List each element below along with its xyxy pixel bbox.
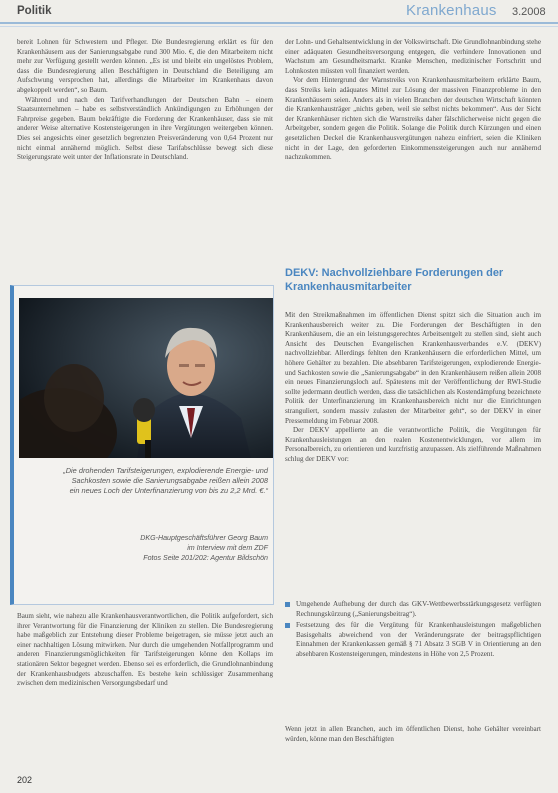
header-rule (0, 22, 558, 24)
credit-line: im Interview mit dem ZDF (187, 544, 268, 552)
header-rule-thin (0, 26, 558, 27)
paragraph: bereit Lohnen für Schwestern und Pfleger. Die Bundesregierung erklärt es für den Krankenhäusern aus der Sanierungsabgabe rund 300 Mio. €, die den Mitarbeitern nicht mehr zur Verfügung gestellt werden können. „Es ist und bleibt ein ungelöstes Problem, dass die Bundesregierung allen Beschäftigten in Deutschland die Beteiligung am Aufschwung versprochen hat, allerdings die Mitarbeiter im Krankenhaus davon abgekoppelt werden“, so Baum. (17, 38, 273, 94)
paragraph: Während und nach den Tarifverhandlungen der Deutschen Bahn – einem Staatsunternehmen – habe es selbstverständlich Ankündigungen zu Erhöhungen der Fahrpreise gegeben. Baum bekräftigte die Forderung der Krankenhäuser, dass sie mit anderer Weise alternative Kostensteigerungen in ihre Vergütungen weitergeben können. Dies sei angesichts einer gesetzlich begrenzten Preisveränderung von 0,64 Prozent nur nicht einmal annähernd möglich. Selbst diese Tarifabschlüsse bewegt sich diese Steigerungsrate weit unter der Inflationsrate in Deutschland. (17, 95, 273, 162)
bullet-list (285, 600, 541, 662)
photo-box (10, 285, 274, 605)
square-bullet-icon (285, 623, 290, 628)
credit-line: DKG-Hauptgeschäftsführer Georg Baum (140, 534, 268, 542)
paragraph: Baum sieht, wie nahezu alle Krankenhausverantwortlichen, die Politik aufgefordert, sich ihrer Verantwortung für die Finanzierung der Kliniken zu stellen. Die Bundesregierung habe maßgeblich zur Entstehung dieser Probleme beigetragen, sie müsse jetzt auch an einer nachhaltigen Lösung mitwirken. Nur durch die umgehenden Notfallprogramm und anderen Finanzierungsmöglichkeiten für Tarifsteigerungen könne den Kollaps im stationären Sektor begegnet werden. Ebenso sei es erforderlich, die Grundlohnanbindung der Krankenhausbudgets abzuschaffen. Es bestehe kein schlüssiger Zusammenhang zwischen dem medizinischen Versorgungsbedarf und (17, 612, 273, 688)
list-item (285, 600, 541, 619)
list-item (285, 621, 541, 659)
section-label: Politik (17, 5, 52, 17)
right-column-mid (285, 311, 541, 589)
credit-line: Fotos Seite 201/202: Agentur Bildschön (143, 554, 268, 562)
paragraph: Vor dem Hintergrund der Warnstreiks von Krankenhausmitarbeitern erklärte Baum, dass Streiks kein adäquates Mittel zur Lösung der massiven Finanzprobleme in den Krankenhäusern seien. Anders als in vielen Branchen der deutschen Wirtschaft könnten die Krankenhausträger „nichts geben, weil sie selbst nichts bekommen“. Aus der Sicht der Krankenhäuser richten sich die Warnstreiks daher fälschlicherweise nicht gegen die Arbeitgeber, sondern gegen die Politik. Solange die Politik durch Kürzungen und einen gesetzlichen Deckel die Krankenhausvergütungen nahezu einfriert, seien die Kliniken nicht in der Lage, den geforderten Einkommenssteigerungen auch nur annähernd nachzukommen. (285, 76, 541, 162)
right-column-top (285, 38, 541, 256)
photo-credit (60, 533, 268, 563)
interview-photo (19, 298, 273, 458)
square-bullet-icon (285, 602, 290, 607)
paragraph: Wenn jetzt in allen Branchen, auch im öffentlichen Dienst, hohe Gehälter vereinbart würden, könne man den Beschäftigten (285, 725, 541, 743)
page-number: 202 (17, 775, 33, 785)
bullet-text: Umgehende Aufhebung der durch das GKV-Wettbewerbsstärkungsgesetz verfügten Rechnungskürzung („Sanierungsbeitrag“). (296, 600, 541, 618)
left-column-bottom (17, 612, 273, 772)
paragraph: der Lohn- und Gehaltsentwicklung in der Volkswirtschaft. Die Grundlohnanbindung stehe einer adäquaten Gesundheitsversorgung entgegen, die verhindere Innovationen und Wachstum am Gesundheitsmarkt. Kranke Menschen, medizinischer Fortschritt und Lohnkosten müssten voll finanziert werden. (285, 38, 541, 75)
magazine-issue: 3.2008 (512, 6, 546, 18)
magazine-title: Krankenhaus (406, 2, 497, 19)
section-heading: DEKV: Nachvollziehbare Forderungen der Krankenhausmitarbeiter (285, 267, 504, 293)
paragraph: Mit den Streikmaßnahmen im öffentlichen Dienst spitzt sich die Situation auch im Krankenhausbereich weiter zu. Die Forderungen der Beschäftigten in den Krankenhäusern, die an ein leistungsgerechtes Arbeitsentgelt zu stellen sind, sieht auch Ansicht des Deutschen Evangelischen Krankenhausverbandes e.V. (DEKV) nachvollziehbar. Allerdings fehlten den Krankenhäusern die erforderlichen Mittel, um höhere Gehälter zu bezahlen. Die absehbaren Tarifsteigerungen, explodierende Energie- und Sachkosten sowie die „Sanierungsabgabe“ in den Krankenhäusern reißen allein 2008 ein neues Finanzierungsloch auf. Spätestens mit der Veröffentlichung der RWI-Studie sollte jedermann deutlich werden, dass die tatsächlichen als Kostendämpfung bezeichnete Politik der Unterfinanzierung im Krankenhausbereich nicht nur die Einrichtungen stranguliert, sondern massiv zulasten der Mitarbeiter geht“, so der DEKV in einer Pressemeldung im Februar 2008. (285, 311, 541, 425)
paragraph: Der DEKV appellierte an die verantwortliche Politik, die Vergütungen für Krankenhausleistungen an den realen Kostenentwicklungen, vor allem im Personalbereich, zu orientieren und kurzfristig anzupassen. Als zielführende Maßnahmen schlug der DEKV vor: (285, 426, 541, 463)
right-column-bottom (285, 725, 541, 785)
left-column-top (17, 38, 273, 278)
photo-caption: „Die drohenden Tarifsteigerungen, explodierende Energie- und Sachkosten sowie die Sanierungsabgabe reißen allein 2008 ein neues Loch der Unterfinanzierung von bis zu 2,2 Mrd. €.“ (63, 466, 268, 495)
interview-photo-illustration (19, 298, 273, 458)
bullet-text: Festsetzung des für die Vergütung für Krankenhausleistungen maßgeblichen Basisgehalts abweichend von der Veränderungsrate der beitragspflichtigen Einnahmen der Krankenkassen gemäß § 71 Absatz 3 SGB V in Orientierung an den absehbaren Kostensteigerungen, mindestens in Höhe von 2,5 Prozent. (296, 621, 541, 658)
